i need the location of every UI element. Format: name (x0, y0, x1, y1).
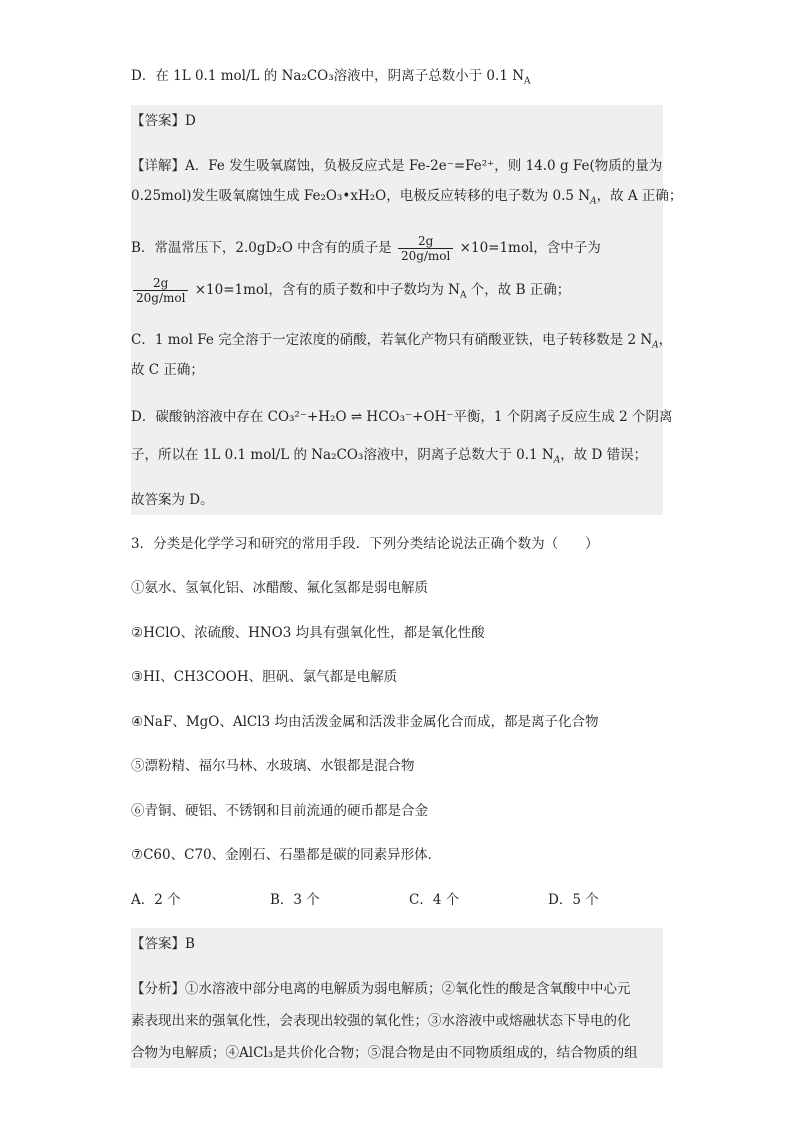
fraction: $\frac{2g}{\text{20g/mol}}$ (398, 234, 453, 263)
q3-item-2: ②HClO、浓硫酸、HNO3 均具有强氧化性，都是氧化性酸 (131, 625, 485, 641)
q2-detail-d-line2: 子，所以在 1L 0.1 mol/L 的 Na₂CO₃溶液中，阴离子总数大于 0.1 $N_A$，故 D 错误； (131, 447, 648, 466)
q2-detail-c-line1: C．1 mol Fe 完全溶于一定浓度的硝酸，若氧化产物只有硝酸亚铁，电子转移数是 2 $N_A$， (131, 332, 673, 351)
q3-option-a: A．2 个 (131, 892, 181, 908)
q3-analysis-line3: 合物为电解质；④AlCl₃是共价化合物；⑤混合物是由不同物质组成的，结合物质的组 (131, 1045, 638, 1061)
q2-detail-b-line1: B．常温常压下，2.0gD₂O 中含有的质子是 $\frac{2g}{\text{20g/mol}}$ ×10=1mol，含中子为 (131, 234, 601, 263)
q3-item-7: ⑦C60、C70、金刚石、石墨都是碳的同素异形体． (131, 847, 442, 863)
q3-option-c: C．4 个 (409, 892, 460, 908)
q2-detail-a-line1: 【详解】A．Fe 发生吸氧腐蚀，负极反应式是 Fe-2e⁻=Fe²⁺，则 14.0 g Fe(物质的量为 (131, 158, 663, 174)
q3-item-6: ⑥青铜、硬铝、不锈钢和目前流通的硬币都是合金 (131, 803, 428, 819)
q3-answer: 【答案】B (131, 936, 195, 952)
q3-item-3: ③HI、CH3COOH、胆矾、氯气都是电解质 (131, 669, 398, 685)
q2-conclusion: 故答案为 D。 (131, 492, 214, 508)
q3-item-4: ④NaF、MgO、AlCl3 均由活泼金属和活泼非金属化合而成，都是离子化合物 (131, 714, 599, 730)
q2-detail-d-line1: D．碳酸钠溶液中存在 CO₃²⁻+H₂O ⇌ HCO₃⁻+OH⁻平衡，1 个阴离子反应生成 2 个阴离 (131, 409, 673, 425)
q3-item-1: ①氨水、氢氧化铝、冰醋酸、氟化氢都是弱电解质 (131, 580, 428, 596)
fraction: $\frac{2g}{\text{20g/mol}}$ (133, 276, 188, 305)
q2-detail-c-line2: 故 C 正确； (131, 362, 204, 378)
q2-option-d: D．在 1L 0.1 mol/L 的 Na₂CO₃溶液中，阴离子总数小于 0.1 $N_A$ (131, 68, 531, 87)
q3-analysis-line1: 【分析】①水溶液中部分电离的电解质为弱电解质；②氧化性的酸是含氧酸中中心元 (131, 981, 631, 997)
q2-detail-a-line2: 0.25mol)发生吸氧腐蚀生成 Fe₂O₃•xH₂O，电极反应转移的电子数为 0.5 $N_A$，故 A 正确； (131, 188, 683, 207)
q3-option-d: D．5 个 (548, 892, 599, 908)
q2-detail-b-line2: $\frac{2g}{\text{20g/mol}}$ ×10=1mol，含有的质子数和中子数均为 $N_A$ 个，故 B 正确； (131, 276, 663, 305)
q2-answer: 【答案】D (131, 113, 196, 129)
q3-stem: 3．分类是化学学习和研究的常用手段．下列分类结论说法正确个数为（ ） (131, 536, 599, 552)
q3-option-b: B．3 个 (270, 892, 320, 908)
q3-item-5: ⑤漂粉精、福尔马林、水玻璃、水银都是混合物 (131, 758, 415, 774)
q3-analysis-line2: 素表现出来的强氧化性，会表现出较强的氧化性；③水溶液中或熔融状态下导电的化 (131, 1013, 631, 1029)
